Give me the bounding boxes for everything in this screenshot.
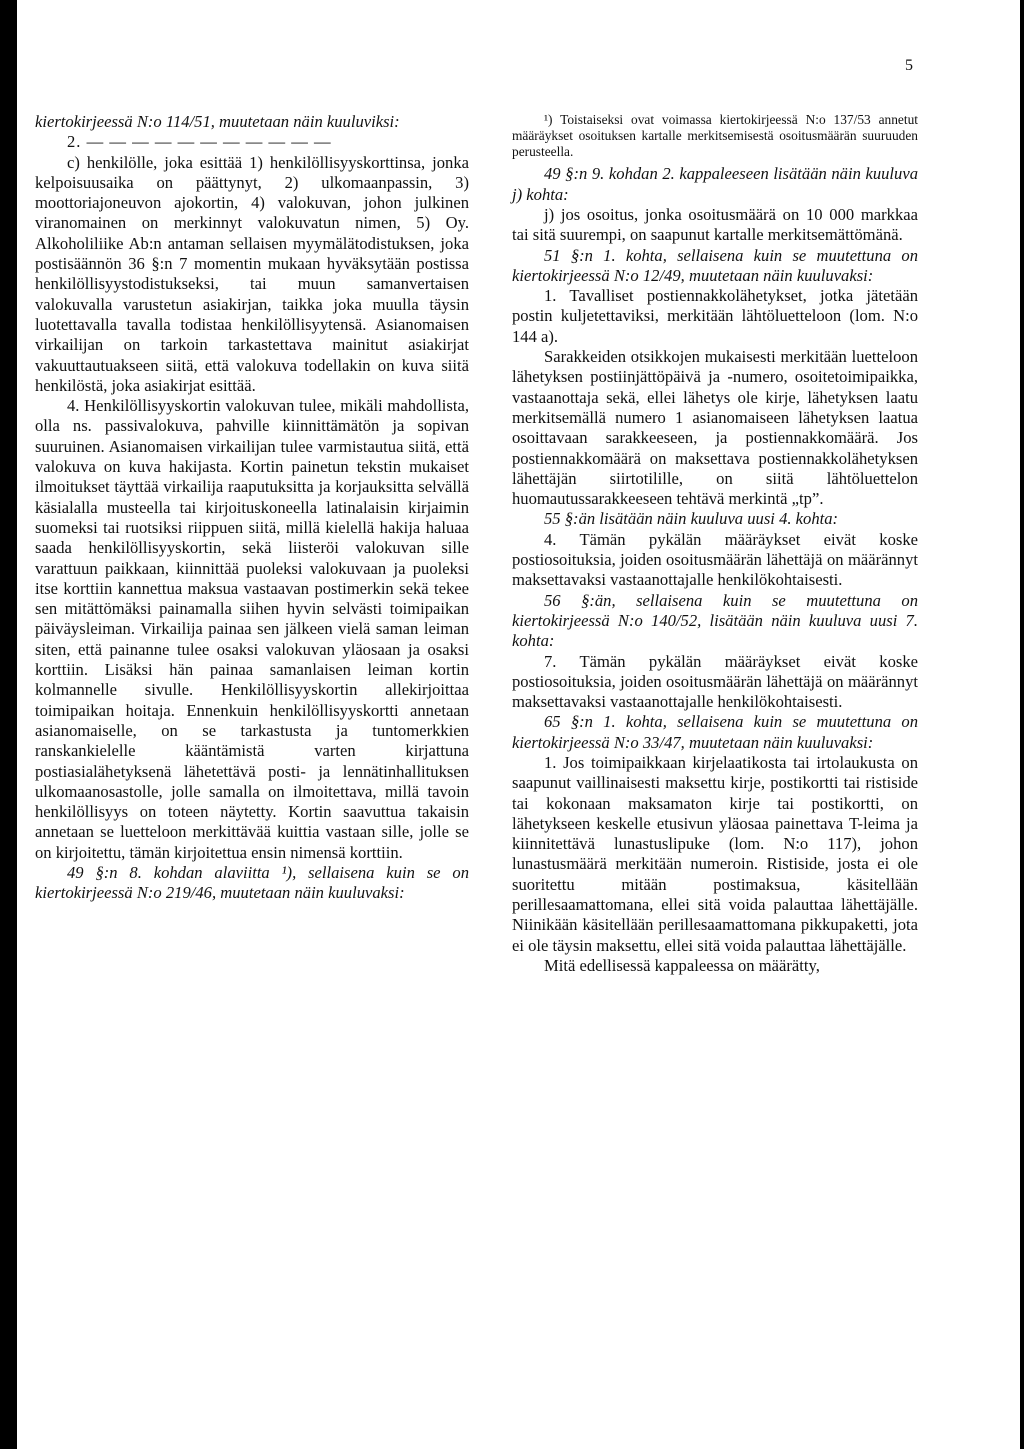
- paragraph: c) henkilölle, joka esittää 1) henkilöllisyyskorttinsa, jonka kelpoisuusaika on päättynyt, 2) ulkomaanpassin, 3) moottoriajoneuvon ajokortin, 4) valokuvan, johon julkinen viranomainen on merkinnyt valokuvatun nimen, 5) Oy. Alkoholiliike Ab:n antaman sellaisen myymälätodistuksen, joka postisäännön 36 §:n 7 momentin mukaan hyväksytään postissa henkilöllisyystodistukseksi, tai muun samanvertaisen valokuvalla varustetun asiakirjan, taikka joka muulla täysin luotettavalla tavalla todistaa henkilöllisyytensä. Asianomaisen virkailijan on tarkoin tarkastettava mainitut asiakirjat vakuuttautuakseen siitä, että valokuva todellakin on kuva siitä henkilöstä, joka asiakirjat esittää.: [35, 152, 469, 395]
- paragraph: 2. — — — — — — — — — — —: [67, 132, 332, 152]
- paragraph: 49 §:n 9. kohdan 2. kappaleeseen lisätään näin kuuluva j) kohta:: [512, 164, 918, 204]
- paragraph: 1. Tavalliset postiennakkolähetykset, jotka jätetään postin kuljetettaviksi, merkitään lähtöluetteloon (lom. N:o 144 a).: [512, 286, 918, 346]
- paragraph: 4. Tämän pykälän määräykset eivät koske postiosoituksia, joiden osoitusmäärän lähettäjä on määrännyt maksettavaksi vastaanottajalle henkilökohtaisesti.: [512, 529, 918, 590]
- paragraph: 1. Jos toimipaikkaan kirjelaatikosta tai irtolaukusta on saapunut vaillinaisesti maksettu kirje, postikortti tai ristiside tai kokonaan maksamaton kirje tai postikortti, on lähetykseen keskelle etusivun yläosaa painettava T-leima ja kiinnitettävä lunastuslipuke (lom. N:o 117), johon lunastusmäärä merkitään numeroin. Ristiside, josta ei ole suoritettu mitään postimaksua, käsitellään perillesaamattomana, ellei sitä voida palauttaa lähettäjälle. Niinikään käsitellään perillesaamattomana pikkupaketti, jota ei ole täysin maksettu, ellei sitä voida palauttaa lähettäjälle.: [512, 753, 918, 955]
- paragraph: 7. Tämän pykälän määräykset eivät koske postiosoituksia, joiden osoitusmäärän lähettäjä on määrännyt maksettavaksi vastaanottajalle henkilökohtaisesti.: [512, 651, 918, 712]
- right-column: [512, 112, 918, 976]
- paragraph: 51 §:n 1. kohta, sellaisena kuin se muutettuna on kiertokirjeessä N:o 12/49, muutetaan näin kuuluvaksi:: [512, 245, 918, 285]
- paragraph: 55 §:än lisätään näin kuuluva uusi 4. kohta:: [544, 509, 839, 529]
- paragraph: 49 §:n 8. kohdan alaviitta ¹), sellaisena kuin se on kiertokirjeessä N:o 219/46, muutetaan näin kuuluvaksi:: [35, 862, 469, 903]
- paragraph: 56 §:än, sellaisena kuin se muutettuna on kiertokirjeessä N:o 140/52, lisätään näin kuuluva uusi 7. kohta:: [512, 590, 918, 651]
- scan-border-left: [0, 0, 17, 1449]
- paragraph: Mitä edellisessä kappaleessa on määrätty,: [544, 955, 820, 975]
- page-number: 5: [905, 57, 913, 74]
- footnote: ¹) Toistaiseksi ovat voimassa kiertokirjeessä N:o 137/53 annetut määräykset osoituksen kartalle merkitsemisestä osoitusmäärän suuruuden perusteella.: [512, 112, 918, 159]
- paragraph: 65 §:n 1. kohta, sellaisena kuin se muutettuna on kiertokirjeessä N:o 33/47, muutetaan näin kuuluvaksi:: [512, 712, 918, 752]
- scan-border-right: [1020, 0, 1024, 1449]
- left-column: [35, 112, 469, 904]
- paragraph: kiertokirjeessä N:o 114/51, muutetaan näin kuuluviksi:: [35, 112, 400, 131]
- paragraph: 4. Henkilöllisyyskortin valokuvan tulee, mikäli mahdollista, olla ns. passivalokuva, pahville kiinnittämätön ja sopivan suuruinen. Asianomaisen virkailijan tulee varmistautua siitä, että valokuva on kuva hakijasta. Kortin painetun tekstin mukaiset ilmoitukset täyttää virkailija raaputuksitta ja korjauksitta selvällä käsialalla musteella tai kirjoituskoneella latinalaisin kirjaimin suomeksi tai ruotsiksi riippuen siitä, millä kielellä hakija haluaa saada henkilöllisyyskortin, sekä liisteröi valokuvan sille varattuun paikkaan, kiinnittää puoleksi valokuvaan ja puoleksi itse korttiin kannettua maksua vastaavan postimerkin sekä tekee sen mitättömäksi painamalla siihen hyvin selvästi toimipaikan päiväysleiman. Virkailija painaa sen jälkeen vielä saman leiman siten, että painanne tulee osaksi valokuvan yläosaan ja osaksi korttiin. Lisäksi hän painaa samanlaisen leiman kortin kolmannelle sivulle. Henkilöllisyyskortin allekirjoittaa toimipaikan hoitaja. Ennenkuin henkilöllisyyskortti annetaan asianomaiselle, on se tarkastusta ja tuntomerkkien ranskankielelle kääntämistä varten kirjattuna postiasialähetyksenä lähetettävä posti- ja lennätinhallituksen ulkomaanosastolle, jolle samalla on ilmoitettava, millä tavoin henkilöllisyys on toteen näytetty. Kortin saavuttua takaisin annetaan se luetteloon merkittävää kuittia vastaan sille, jolle se on kirjoitettu, tämän kirjoitettua ensin nimensä korttiin.: [35, 396, 469, 862]
- paragraph: j) jos osoitus, jonka osoitusmäärä on 10 000 markkaa tai sitä suurempi, on saapunut kartalle merkitsemättömänä.: [512, 204, 918, 245]
- paragraph: Sarakkeiden otsikkojen mukaisesti merkitään luetteloon lähetyksen postiinjättöpäivä ja -numero, osoitetoimipaikka, vastaanottaja sekä, ellei lähetys ole kirje, lähetyksen laatu merkitsemällä numero 1 asianomaiseen lähetyksen laatua osoittavaan sarakkeeseen, ja postiennakkomäärä. Jos postiennakkomäärä on maksettava postiennakkolähetyksen lähettäjän siirtotilille, on siitä lähtöluettelon huomautussarakkeeseen tehtävä merkintä „tp”.: [512, 347, 918, 509]
